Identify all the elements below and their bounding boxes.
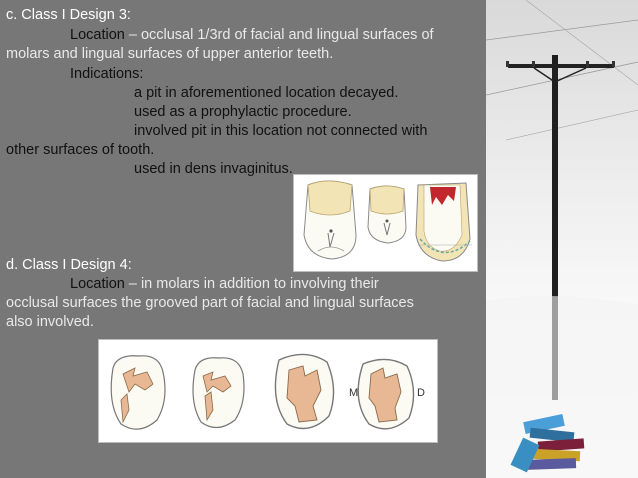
molar-outline-4-icon <box>358 359 413 428</box>
incisor-figure <box>293 174 478 272</box>
section-d-location-label: Location <box>70 276 125 292</box>
molar-outline-2-icon <box>193 358 244 428</box>
indication-3-continued: other surfaces of tooth. <box>6 142 155 158</box>
section-d-location-line-1 <box>70 275 379 294</box>
molar-outline-1-icon <box>111 356 165 429</box>
molar-figure <box>98 339 438 443</box>
section-c-heading: c. Class I Design 3: <box>6 7 131 23</box>
section-d-location-dash: – <box>124 276 141 292</box>
mesial-label: M <box>349 387 359 399</box>
indication-2: used as a prophylactic procedure. <box>134 104 352 120</box>
incisor-with-cavity-icon <box>416 183 472 261</box>
incisor-outline-icon <box>368 186 406 243</box>
section-c-location-text-1: occlusal 1/3rd of facial and lingual surfaces of <box>140 27 434 43</box>
incisor-lingual-view-icon <box>304 181 356 259</box>
section-c-indications-label: Indications: <box>70 66 144 82</box>
indication-1: a pit in aforementioned location decayed. <box>134 85 399 101</box>
section-c-location-text-2: molars and lingual surfaces of upper anterior teeth. <box>6 46 334 62</box>
distal-label: D <box>417 387 425 399</box>
pole-snow-image <box>486 0 638 478</box>
section-d-location-text-3: also involved. <box>6 314 94 330</box>
section-c-location-dash: – <box>124 27 141 43</box>
section-d-location-text-2: occlusal surfaces the grooved part of facial and lingual surfaces <box>6 295 414 311</box>
section-c-location-line-1 <box>70 26 434 45</box>
indication-4: used in dens invaginitus. <box>134 161 293 177</box>
section-d-heading: d. Class I Design 4: <box>6 257 132 273</box>
section-d-location-text-1: in molars in addition to involving their <box>140 276 379 292</box>
section-c-location-label: Location <box>70 27 125 43</box>
indication-3: involved pit in this location not connected with <box>134 123 428 139</box>
molar-outline-3-icon <box>275 354 333 428</box>
